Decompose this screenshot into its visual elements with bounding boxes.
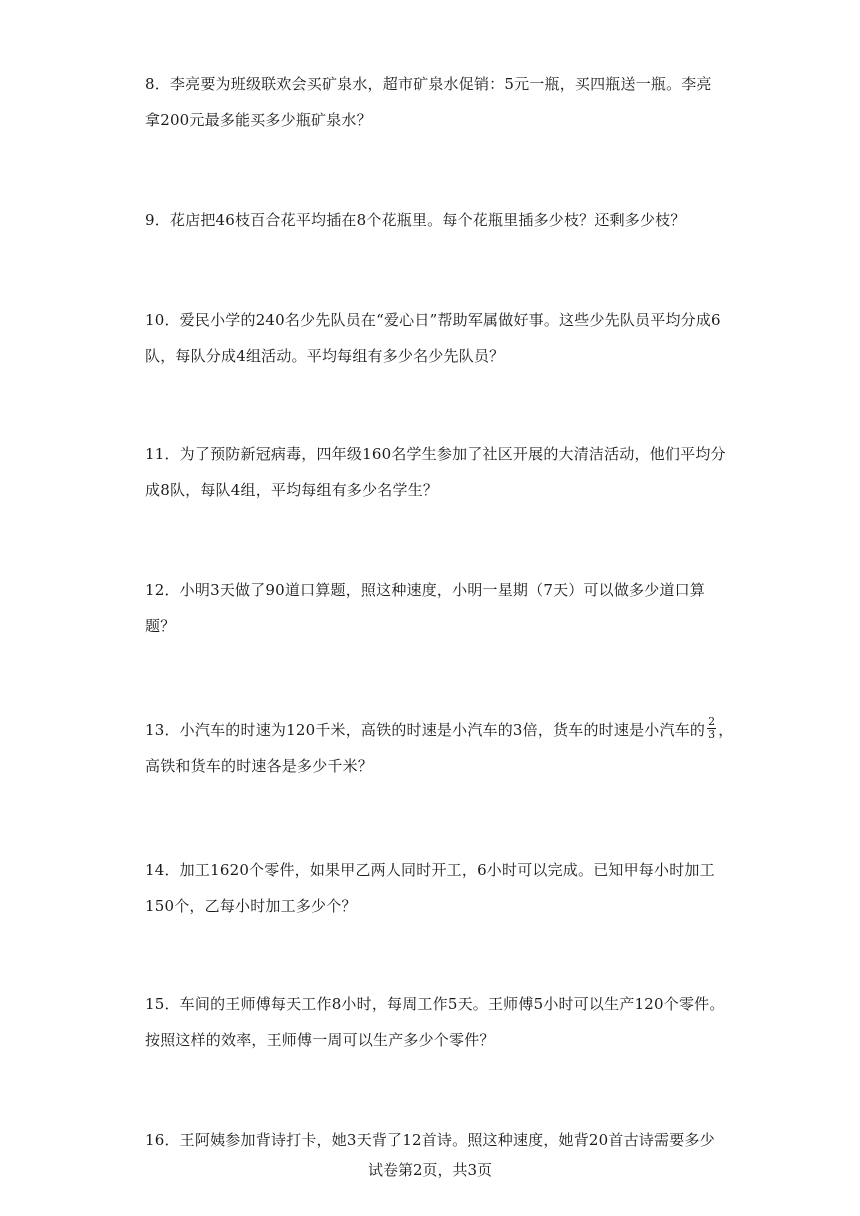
question-10 (145, 302, 720, 374)
question-9 (145, 202, 720, 238)
question-11-line-1: 11．为了预防新冠病毒，四年级160名学生参加了社区开展的大清洁活动，他们平均分 (145, 445, 726, 463)
fraction-denominator: 3 (708, 727, 716, 741)
question-8-line-1: 8．李亮要为班级联欢会买矿泉水，超市矿泉水促销：5元一瓶，买四瓶送一瓶。李亮 (145, 75, 712, 93)
question-8-line-2: 拿200元最多能买多少瓶矿泉水？ (145, 111, 372, 129)
question-13-line-2: 高铁和货车的时速各是多少千米？ (145, 757, 374, 775)
question-11 (145, 436, 726, 508)
question-8 (145, 66, 720, 138)
question-14-line-2: 150个，乙每小时加工多少个？ (145, 897, 357, 915)
question-13-text-before-fraction: 13．小汽车的时速为120千米，高铁的时速是小汽车的3倍，货车的时速是小汽车的 (145, 721, 706, 739)
question-13-line-1 (145, 712, 734, 748)
question-11-line-2: 成8队，每队4组，平均每组有多少名学生？ (145, 481, 439, 499)
question-9-line-1: 9．花店把46枝百合花平均插在8个花瓶里。每个花瓶里插多少枝？还剩多少枝？ (145, 211, 686, 229)
question-10-line-2: 队，每队分成4组活动。平均每组有多少名少先队员？ (145, 347, 505, 365)
question-12 (145, 572, 720, 644)
question-16-line-1: 16．王阿姨参加背诗打卡，她3天背了12首诗。照这种速度，她背20首古诗需要多少 (145, 1131, 715, 1149)
question-14 (145, 852, 720, 924)
question-10-line-1: 10．爱民小学的240名少先队员在“爱心日”帮助军属做好事。这些少先队员平均分成6 (145, 311, 721, 329)
question-13 (145, 712, 734, 784)
question-13-text-after-fraction: ， (718, 721, 734, 739)
fraction-numerator: 2 (708, 714, 716, 728)
question-14-line-1: 14．加工1620个零件，如果甲乙两人同时开工，6小时可以完成。已知甲每小时加工 (145, 861, 715, 879)
page-footer: 试卷第2页，共3页 (367, 1161, 493, 1179)
question-12-line-1: 12．小明3天做了90道口算题，照这种速度，小明一星期（7天）可以做多少道口算 (145, 581, 706, 599)
question-12-line-2: 题？ (145, 617, 176, 635)
fraction-two-thirds (707, 716, 716, 741)
question-16 (145, 1122, 720, 1158)
question-15-line-1: 15．车间的王师傅每天工作8小时，每周工作5天。王师傅5小时可以生产120个零件。 (145, 995, 725, 1013)
question-15-line-2: 按照这样的效率，王师傅一周可以生产多少个零件？ (145, 1031, 495, 1049)
question-15 (145, 986, 725, 1058)
